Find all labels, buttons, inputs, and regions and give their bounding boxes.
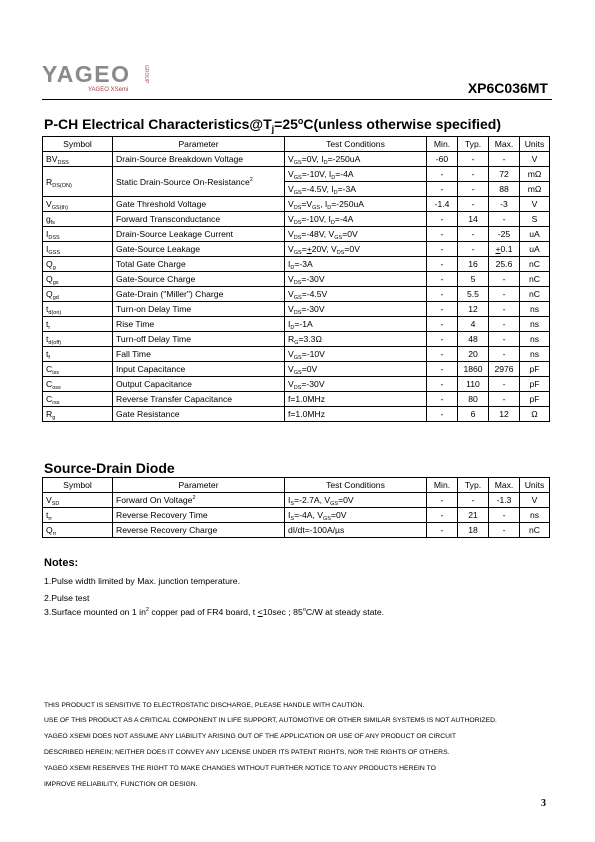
cell-parameter: Reverse Recovery Time: [113, 508, 285, 523]
cell-conditions: $V_{DS}=V_{GS}$, $I_D=-250uA$: [285, 197, 427, 212]
cell-typ: 110: [458, 377, 489, 392]
cell-min: -: [427, 287, 458, 302]
cell-max: -: [489, 302, 520, 317]
cell-symbol: $t_f$: [43, 347, 113, 362]
cell-symbol: $Q_g$: [43, 257, 113, 272]
cell-symbol: $t_{rr}$: [43, 508, 113, 523]
cell-typ: 5: [458, 272, 489, 287]
cell-symbol: $Q_{rr}$: [43, 523, 113, 538]
cell-parameter: Gate Resistance: [113, 407, 285, 422]
cell-typ: -: [458, 493, 489, 508]
section-title-pch: P-CH Electrical $Characteristics@T_j=25^oC(unless$ otherwise specified): [44, 116, 502, 134]
cell-max: -25: [489, 227, 520, 242]
cell-symbol: $I_{GSS}$: [43, 242, 113, 257]
cell-typ: -: [458, 242, 489, 257]
cell-typ: 4: [458, 317, 489, 332]
cell-conditions: $V_{GS}=-10V$: [285, 347, 427, 362]
cell-symbol: $BV_{DSS}$: [43, 152, 113, 167]
col-header-conditions: Test Conditions: [285, 478, 427, 493]
cell-symbol: $R_{DS(ON)}$: [43, 167, 113, 197]
disclaimer-line: YAGEO XSEMI RESERVES THE RIGHT TO MAKE CHANGES WITHOUT FURTHER NOTICE TO ANY PRODUCTS HEREIN TO: [44, 765, 436, 772]
cell-symbol: $I_{DSS}$: [43, 227, 113, 242]
cell-max: -: [489, 377, 520, 392]
cell-unit: ns: [520, 508, 550, 523]
cell-min: -: [427, 347, 458, 362]
table-row: [43, 407, 550, 422]
cell-parameter: Gate Threshold Voltage: [113, 197, 285, 212]
section-title-diode: Source-Drain Diode: [44, 460, 175, 476]
cell-unit: mΩ: [520, 182, 550, 197]
table-row: [43, 493, 550, 508]
cell-typ: 6: [458, 407, 489, 422]
cell-parameter: Drain-Source Breakdown Voltage: [113, 152, 285, 167]
cell-conditions: f=1.0MHz: [285, 392, 427, 407]
col-header-conditions: Test Conditions: [285, 137, 427, 152]
col-header-max: Max.: [489, 478, 520, 493]
cell-unit: mΩ: [520, 167, 550, 182]
cell-symbol: $t_{d(off)}$: [43, 332, 113, 347]
cell-min: -: [427, 302, 458, 317]
cell-typ: 1860: [458, 362, 489, 377]
table-row: [43, 152, 550, 167]
cell-unit: pF: [520, 362, 550, 377]
note-2: 2.Pulse test: [44, 593, 90, 603]
cell-unit: S: [520, 212, 550, 227]
part-number: XP6C036MT: [467, 80, 548, 96]
cell-parameter: Fall Time: [113, 347, 285, 362]
cell-typ: 80: [458, 392, 489, 407]
cell-parameter: Static Drain-Source On-Resistance$^2$: [113, 167, 285, 197]
cell-min: -: [427, 272, 458, 287]
cell-conditions: $V_{GS}=0V$: [285, 362, 427, 377]
table-row: [43, 302, 550, 317]
cell-symbol: $g_{fs}$: [43, 212, 113, 227]
col-header-parameter: Parameter: [113, 137, 285, 152]
cell-unit: Ω: [520, 407, 550, 422]
cell-typ: -: [458, 227, 489, 242]
cell-typ: 20: [458, 347, 489, 362]
cell-parameter: Gate-Source Leakage: [113, 242, 285, 257]
cell-unit: ns: [520, 332, 550, 347]
disclaimer-line: THIS PRODUCT IS SENSITIVE TO ELECTROSTATIC DISCHARGE, PLEASE HANDLE WITH CAUTION.: [44, 702, 365, 709]
cell-unit: ns: [520, 347, 550, 362]
table-row: [43, 287, 550, 302]
cell-typ: 16: [458, 257, 489, 272]
cell-unit: ns: [520, 302, 550, 317]
cell-max: -: [489, 152, 520, 167]
col-header-min: Min.: [427, 478, 458, 493]
table-row: [43, 317, 550, 332]
table-row: [43, 523, 550, 538]
cell-min: -: [427, 182, 458, 197]
col-header-typ: Typ.: [458, 478, 489, 493]
cell-parameter: Total Gate Charge: [113, 257, 285, 272]
cell-typ: -: [458, 197, 489, 212]
cell-symbol: $t_r$: [43, 317, 113, 332]
cell-unit: nC: [520, 287, 550, 302]
cell-parameter: Drain-Source Leakage Current: [113, 227, 285, 242]
logo-group-label: GROUP: [143, 65, 149, 84]
cell-conditions: $I_D=-1A$: [285, 317, 427, 332]
cell-max: -: [489, 392, 520, 407]
cell-min: -: [427, 392, 458, 407]
source-drain-diode-table: [42, 477, 550, 538]
table-row: [43, 197, 550, 212]
cell-conditions: f=1.0MHz: [285, 407, 427, 422]
cell-parameter: Forward Transconductance: [113, 212, 285, 227]
cell-min: -: [427, 377, 458, 392]
cell-conditions: $R_G=3.3\Omega$: [285, 332, 427, 347]
cell-max: 25.6: [489, 257, 520, 272]
disclaimer-line: YAGEO XSEMI DOES NOT ASSUME ANY LIABILITY ARISING OUT OF THE APPLICATION OR USE OF ANY PRODUCT OR CIRCUIT: [44, 733, 457, 740]
note-1: 1.Pulse width limited by Max. junction temperature.: [44, 576, 241, 586]
table-row: [43, 272, 550, 287]
cell-symbol: $V_{SD}$: [43, 493, 113, 508]
cell-typ: 5.5: [458, 287, 489, 302]
cell-min: -: [427, 332, 458, 347]
cell-typ: 21: [458, 508, 489, 523]
table-row: [43, 212, 550, 227]
cell-parameter: Gate-Source Charge: [113, 272, 285, 287]
cell-unit: nC: [520, 257, 550, 272]
cell-typ: -: [458, 182, 489, 197]
notes-title: Notes:: [44, 557, 79, 569]
cell-typ: 48: [458, 332, 489, 347]
col-header-symbol: Symbol: [43, 137, 113, 152]
table-header-row: [43, 137, 550, 152]
cell-max: -: [489, 287, 520, 302]
cell-max: 88: [489, 182, 520, 197]
disclaimer-line: USE OF THIS PRODUCT AS A CRITICAL COMPONENT IN LIFE SUPPORT, AUTOMOTIVE OR OTHER SIMILAR SYSTEMS IS NOT AUTHORIZED.: [44, 717, 497, 724]
table-row: [43, 362, 550, 377]
cell-min: -: [427, 317, 458, 332]
cell-conditions: $V_{GS}=-4.5V$: [285, 287, 427, 302]
col-header-units: Units: [520, 137, 550, 152]
cell-unit: ns: [520, 317, 550, 332]
cell-typ: 18: [458, 523, 489, 538]
cell-max: -1.3: [489, 493, 520, 508]
cell-min: -: [427, 212, 458, 227]
cell-conditions: $V_{DS}=-48V$, $V_{GS}=0V$: [285, 227, 427, 242]
cell-symbol: $V_{GS(th)}$: [43, 197, 113, 212]
cell-max: 2976: [489, 362, 520, 377]
cell-min: -: [427, 523, 458, 538]
cell-unit: uA: [520, 227, 550, 242]
cell-conditions: $V_{GS}=0V$, $I_D=-250uA$: [285, 152, 427, 167]
cell-unit: V: [520, 197, 550, 212]
cell-unit: pF: [520, 392, 550, 407]
cell-min: -: [427, 493, 458, 508]
pch-characteristics-table: [42, 136, 550, 422]
cell-min: -: [427, 407, 458, 422]
cell-min: -1.4: [427, 197, 458, 212]
cell-max: 72: [489, 167, 520, 182]
cell-min: -: [427, 508, 458, 523]
table-header-row: [43, 478, 550, 493]
cell-max: 12: [489, 407, 520, 422]
cell-unit: V: [520, 493, 550, 508]
cell-unit: uA: [520, 242, 550, 257]
cell-symbol: $Q_{gd}$: [43, 287, 113, 302]
cell-symbol: $Q_{gs}$: [43, 272, 113, 287]
cell-conditions: $V_{GS}=-4.5V$, $I_D=-3A$: [285, 182, 427, 197]
cell-min: -: [427, 167, 458, 182]
page-number: 3: [541, 798, 546, 809]
cell-max: -: [489, 317, 520, 332]
cell-parameter: Reverse Recovery Charge: [113, 523, 285, 538]
cell-max: -: [489, 523, 520, 538]
logo-wordmark: YAGEO: [42, 61, 131, 87]
cell-conditions: $I_D=-3A$: [285, 257, 427, 272]
cell-parameter: Input Capacitance: [113, 362, 285, 377]
col-header-min: Min.: [427, 137, 458, 152]
table-row: [43, 242, 550, 257]
cell-conditions: $V_{DS}=-30V$: [285, 272, 427, 287]
cell-max: -: [489, 347, 520, 362]
header-rule: [42, 99, 552, 100]
cell-parameter: Forward On Voltage$^2$: [113, 493, 285, 508]
cell-min: -: [427, 227, 458, 242]
cell-typ: -: [458, 152, 489, 167]
cell-max: +0.1: [489, 242, 520, 257]
cell-max: -: [489, 332, 520, 347]
cell-symbol: $C_{iss}$: [43, 362, 113, 377]
disclaimer-line: DESCRIBED HEREIN; NEITHER DOES IT CONVEY ANY LICENSE UNDER ITS PATENT RIGHTS, NOR THE RIGHTS OF OTHERS.: [44, 749, 450, 756]
cell-max: -: [489, 272, 520, 287]
note-3: 3.Surface mounted on 1 $in^2$ copper pad of FR4 board, t <10sec ; 85$^o$C/W at steady state.: [44, 607, 385, 617]
cell-unit: nC: [520, 272, 550, 287]
table-row: [43, 377, 550, 392]
table-row: [43, 392, 550, 407]
cell-symbol: $t_{d(on)}$: [43, 302, 113, 317]
disclaimer-line: IMPROVE RELIABILITY, FUNCTION OR DESIGN.: [44, 781, 198, 788]
table-row: [43, 167, 550, 182]
cell-parameter: Turn-on Delay Time: [113, 302, 285, 317]
cell-unit: V: [520, 152, 550, 167]
cell-parameter: Reverse Transfer Capacitance: [113, 392, 285, 407]
col-header-parameter: Parameter: [113, 478, 285, 493]
cell-typ: -: [458, 167, 489, 182]
col-header-units: Units: [520, 478, 550, 493]
cell-unit: nC: [520, 523, 550, 538]
cell-parameter: Rise Time: [113, 317, 285, 332]
cell-conditions: $V_{GS}=-10V$, $I_D=-4A$: [285, 167, 427, 182]
table-row: [43, 347, 550, 362]
table-row: [43, 257, 550, 272]
cell-symbol: $C_{rss}$: [43, 392, 113, 407]
cell-max: -: [489, 212, 520, 227]
col-header-symbol: Symbol: [43, 478, 113, 493]
yageo-logo: [42, 62, 162, 98]
cell-conditions: $V_{DS}=-10V$, $I_D=-4A$: [285, 212, 427, 227]
cell-min: -: [427, 242, 458, 257]
cell-conditions: $I_S=-4A$, $V_{GS}=0V$: [285, 508, 427, 523]
cell-min: -: [427, 257, 458, 272]
cell-symbol: $C_{oss}$: [43, 377, 113, 392]
cell-parameter: Turn-off Delay Time: [113, 332, 285, 347]
cell-max: -3: [489, 197, 520, 212]
cell-max: -: [489, 508, 520, 523]
table-row: [43, 227, 550, 242]
cell-conditions: dI/dt=-100A/µs: [285, 523, 427, 538]
cell-conditions: $I_S=-2.7A$, $V_{GS}=0V$: [285, 493, 427, 508]
cell-typ: 14: [458, 212, 489, 227]
cell-symbol: $R_g$: [43, 407, 113, 422]
logo-subtitle: YAGEO XSemi: [88, 87, 129, 93]
col-header-max: Max.: [489, 137, 520, 152]
table-row: [43, 508, 550, 523]
cell-conditions: $V_{GS}=+20V$, $V_{DS}=0V$: [285, 242, 427, 257]
cell-parameter: Output Capacitance: [113, 377, 285, 392]
cell-min: -60: [427, 152, 458, 167]
col-header-typ: Typ.: [458, 137, 489, 152]
cell-unit: pF: [520, 377, 550, 392]
cell-conditions: $V_{DS}=-30V$: [285, 302, 427, 317]
table-row: [43, 332, 550, 347]
cell-parameter: Gate-Drain ("Miller") Charge: [113, 287, 285, 302]
cell-min: -: [427, 362, 458, 377]
cell-typ: 12: [458, 302, 489, 317]
cell-conditions: $V_{DS}=-30V$: [285, 377, 427, 392]
